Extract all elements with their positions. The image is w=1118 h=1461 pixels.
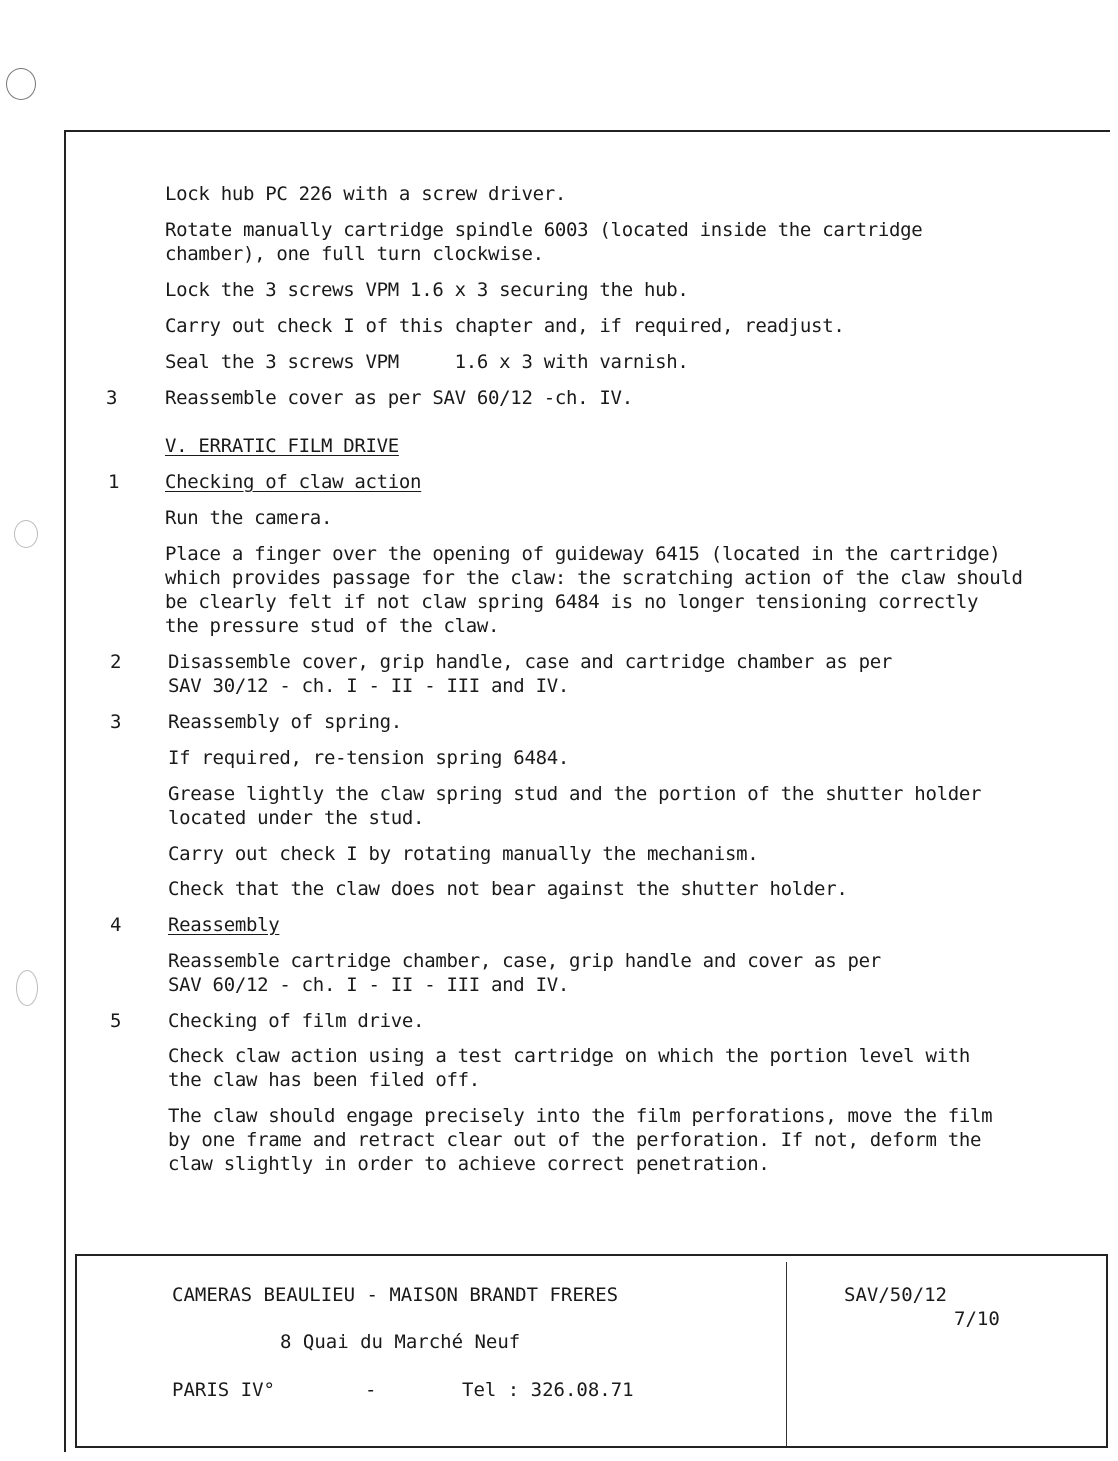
footer-rule-bottom: [75, 1446, 1108, 1448]
company-address: 8 Quai du Marché Neuf: [280, 1331, 521, 1353]
instruction-line: SAV 30/12 - ch. I - II - III and IV.: [168, 675, 570, 697]
instruction-line: Reassemble cartridge chamber, case, grip handle and cover as per: [168, 950, 881, 972]
punch-hole-icon: [6, 68, 36, 100]
instruction-line: be clearly felt if not claw spring 6484 is no longer tensioning correctly: [165, 591, 979, 613]
instruction-line: Run the camera.: [165, 507, 333, 529]
instruction-line: SAV 60/12 - ch. I - II - III and IV.: [168, 974, 570, 996]
step-number: 2: [110, 651, 122, 673]
step-title: Checking of film drive.: [168, 1010, 425, 1032]
footer-rule-top: [75, 1254, 1108, 1256]
instruction-line: by one frame and retract clear out of the perforation. If not, deform the: [168, 1129, 982, 1151]
separator-dash: -: [365, 1379, 377, 1401]
step-title: Reassembly of spring.: [168, 711, 402, 733]
instruction-line: The claw should engage precisely into the film perforations, move the film: [168, 1105, 993, 1127]
footer-rule-left: [75, 1254, 77, 1447]
instruction-line: chamber), one full turn clockwise.: [165, 243, 544, 265]
footer-rule-right: [1106, 1254, 1108, 1447]
document-reference: SAV/50/12: [844, 1284, 947, 1306]
instruction-line: Reassemble cover as per SAV 60/12 -ch. IV.: [165, 387, 633, 409]
step-title: Checking of claw action: [165, 471, 422, 493]
instruction-line: located under the stud.: [168, 807, 425, 829]
step-number: 1: [108, 471, 120, 493]
instruction-line: Place a finger over the opening of guideway 6415 (located in the cartridge): [165, 543, 1001, 565]
step-number: 5: [110, 1010, 122, 1032]
instruction-line: the pressure stud of the claw.: [165, 615, 500, 637]
instruction-line: Disassemble cover, grip handle, case and cartridge chamber as per: [168, 651, 893, 673]
instruction-line: which provides passage for the claw: the scratching action of the claw should: [165, 567, 1023, 589]
instruction-line: the claw has been filed off.: [168, 1069, 480, 1091]
instruction-line: If required, re-tension spring 6484.: [168, 747, 570, 769]
company-name: CAMERAS BEAULIEU - MAISON BRANDT FRERES: [172, 1284, 619, 1306]
step-number: 3: [106, 387, 118, 409]
step-number: 3: [110, 711, 122, 733]
page-number: 7/10: [954, 1308, 1000, 1330]
instruction-line: Check claw action using a test cartridge on which the portion level with: [168, 1045, 971, 1067]
step-number: 4: [110, 914, 122, 936]
instruction-line: Carry out check I of this chapter and, if required, readjust.: [165, 315, 845, 337]
instruction-line: Seal the 3 screws VPM 1.6 x 3 with varnish.: [165, 351, 689, 373]
instruction-line: Grease lightly the claw spring stud and the portion of the shutter holder: [168, 783, 982, 805]
company-city: PARIS IV°: [172, 1379, 275, 1401]
instruction-line: Lock hub PC 226 with a screw driver.: [165, 183, 567, 205]
punch-hole-icon: [14, 520, 38, 548]
step-title: Reassembly: [168, 914, 280, 936]
punch-hole-icon: [16, 970, 38, 1006]
instruction-line: Rotate manually cartridge spindle 6003 (located inside the cartridge: [165, 219, 923, 241]
section-title: V. ERRATIC FILM DRIVE: [165, 435, 399, 457]
company-phone: Tel : 326.08.71: [462, 1379, 634, 1401]
instruction-line: Check that the claw does not bear against the shutter holder.: [168, 878, 848, 900]
instruction-line: Lock the 3 screws VPM 1.6 x 3 securing the hub.: [165, 279, 689, 301]
footer-divider: [786, 1262, 787, 1447]
instruction-line: claw slightly in order to achieve correct penetration.: [168, 1153, 770, 1175]
instruction-line: Carry out check I by rotating manually the mechanism.: [168, 843, 759, 865]
